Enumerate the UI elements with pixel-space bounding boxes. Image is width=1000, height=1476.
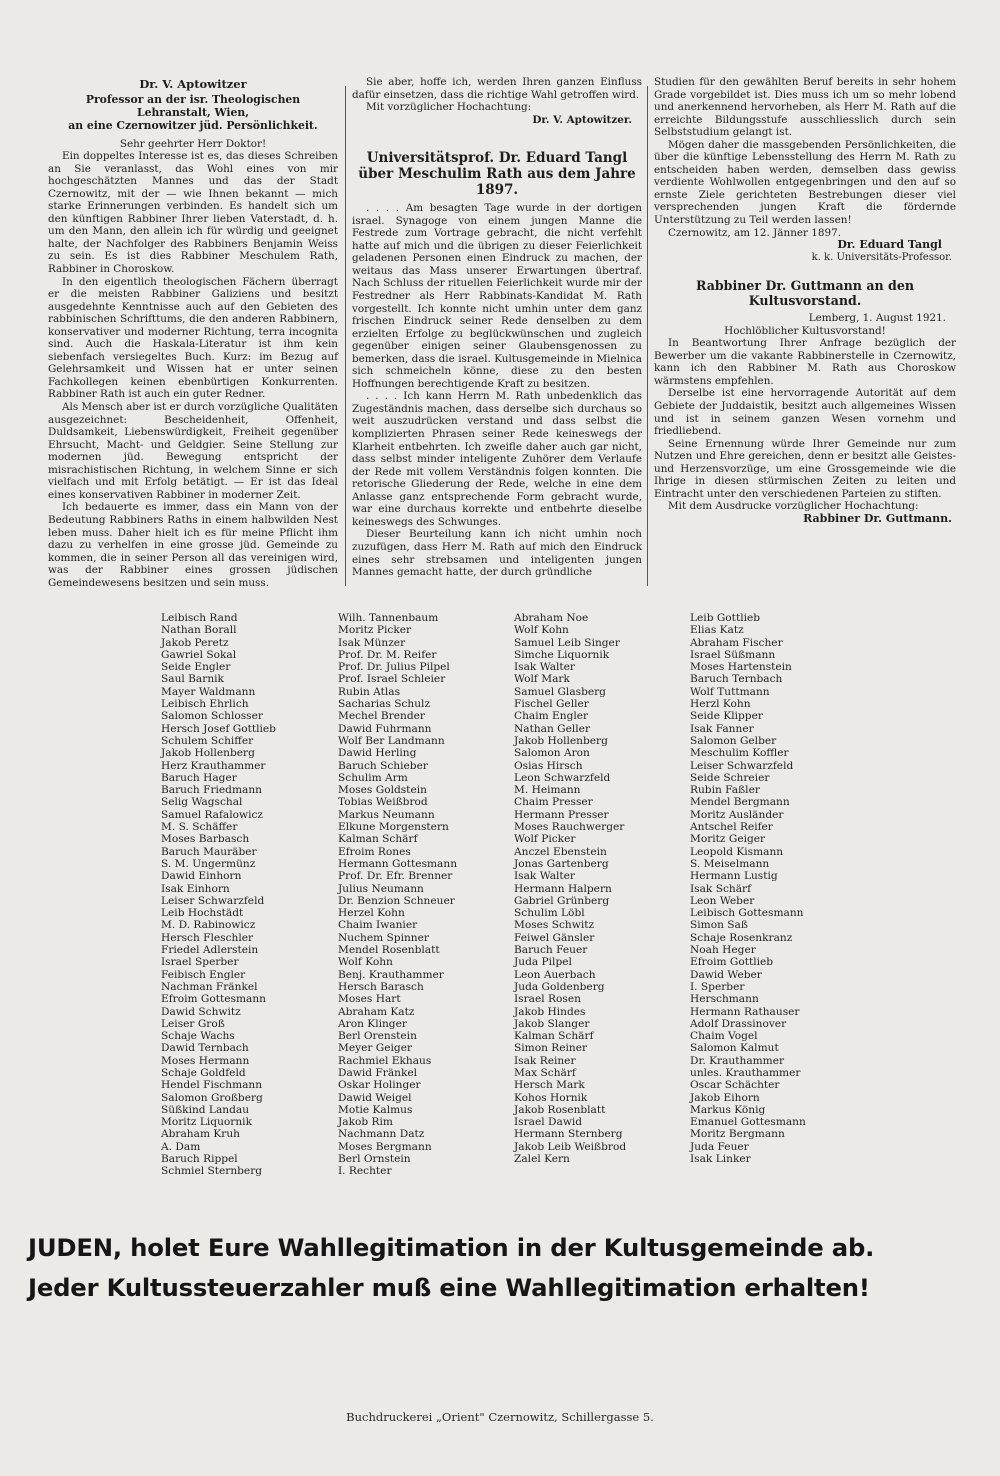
- signatory-name: Wolf Kohn: [338, 956, 393, 969]
- signatory-name: Dawid Fränkel: [338, 1066, 418, 1079]
- column-rule: [345, 86, 346, 586]
- salutation: Sehr geehrter Herr Doktor!: [119, 137, 267, 150]
- paragraph: In Beantwortung Ihrer Anfrage bezüglich der Bewerber um die vakante Rabbinerstelle in Czernowitz, kann ich den Rabbiner M. Rath aus Choroskow wärmstens empfehlen.: [654, 337, 956, 387]
- signatory-name: Dr. Krauthammer: [690, 1054, 785, 1067]
- signatory-name: Rubin Atlas: [338, 685, 401, 698]
- signatory-name: Oskar Holinger: [338, 1079, 421, 1092]
- salutation: Hochlöblicher Kultusvorstand!: [724, 324, 886, 337]
- signatory-name: Israel Dawid: [514, 1116, 583, 1129]
- signatory-name: Hersch Fleschler: [161, 931, 254, 944]
- signatory-name: Noah Heger: [690, 944, 756, 957]
- signature: Dr. V. Aptowitzer.: [532, 113, 632, 126]
- signatory-name: Schaje Wachs: [161, 1030, 235, 1043]
- signatory-name: Wolf Mark: [514, 673, 570, 686]
- signatory-name: Tobias Weißbrod: [338, 796, 428, 809]
- signatory-name: Simche Liquornik: [514, 648, 610, 661]
- signatory-name: Isak Münzer: [338, 636, 406, 649]
- signatory-name: Abraham Kruh: [161, 1128, 240, 1141]
- signatory-name: Max Schärf: [514, 1066, 576, 1079]
- paragraph: . . . . Ich kann Herrn M. Rath unbedenklich das Zugeständnis machen, dass derselbe sich durchaus so weit auszudrücken verstand und dass selbst die komplizierten Phrasen seiner Rede keineswegs der Klarheit entbehrten. Ich zweifle daher auch gar nicht, dass selbst minder inteligente Zuhörer dem Verlaufe der Rede mit vollem Verständnis folgen konnten. Die retorische Gliederung der Rede, welche in eine dem Anlasse ganz entsprechende Form gebracht wurde, war eine durchaus korrekte und entbehrte dieselbe keineswegs des Schwunges.: [352, 390, 642, 528]
- signatory-name: Rachmiel Ekhaus: [338, 1054, 432, 1067]
- signatory-name: Herschmann: [690, 993, 759, 1006]
- signatory-name: Kalman Schärf: [514, 1030, 594, 1043]
- column-guttmann: [654, 76, 956, 526]
- signatory-name: Friedel Adlerstein: [161, 944, 259, 957]
- signatory-name: Seide Klipper: [690, 710, 763, 723]
- signatory-name: Elkune Morgenstern: [338, 821, 449, 834]
- signatory-name: Prof. Dr. Efr. Brenner: [338, 870, 453, 883]
- signatory-name: Wolf Tuttmann: [690, 685, 770, 698]
- signatory-name: Hermann Sternberg: [514, 1128, 623, 1141]
- signatory-name: Zalel Kern: [514, 1153, 570, 1166]
- signatory-name: Baruch Ternbach: [690, 673, 783, 686]
- signatory-name: Herzel Kohn: [338, 907, 405, 920]
- signatory-name: Hersch Josef Gottlieb: [161, 722, 276, 735]
- signatory-name: Hendel Fischmann: [161, 1079, 263, 1092]
- signatory-name: Prof. Dr. Julius Pilpel: [338, 661, 450, 674]
- signatory-name: Leopold Kismann: [690, 845, 784, 858]
- signature-title: k. k. Universitäts-Professor.: [811, 251, 952, 263]
- signatory-name: Schaje Goldfeld: [161, 1066, 246, 1079]
- signatory-name: Jonas Gartenberg: [514, 857, 609, 870]
- paragraph: Ich bedauerte es immer, dass ein Mann von der Bedeutung Rabbiners Raths in einem halbwilden Nest leben muss. Daher hielt ich es für meine Pflicht ihm dazu zu verhelfen in eine grosse jüd. Gemeinde zu kommen, die in seiner Person all das vereinigen wird, was der Rabbiner eines grossen jüdischen Gemeindewesens besitzen und sein muss.: [48, 501, 338, 589]
- signatory-name: Herzl Kohn: [690, 698, 751, 711]
- signatory-name: Hermann Lustig: [690, 870, 778, 883]
- signatory-name: Baruch Hager: [161, 771, 237, 784]
- signatory-name: Dawid Schwitz: [161, 1005, 241, 1018]
- column-rule: [647, 86, 648, 586]
- signatory-name: Chaim Engler: [514, 710, 589, 723]
- signatory-name: Leiser Schwarzfeld: [161, 894, 265, 907]
- signatory-name: Isak Einhorn: [161, 882, 230, 895]
- closing: Mit vorzüglicher Hochachtung:: [366, 101, 532, 114]
- signatories-list: [0, 612, 1000, 1182]
- signatory-name: Süßkind Landau: [161, 1103, 250, 1116]
- signatory-name: Nachmann Datz: [338, 1128, 425, 1141]
- signatory-name: Prof. Dr. M. Reifer: [338, 648, 437, 661]
- paragraph: Derselbe ist eine hervorragende Autorität auf dem Gebiete der Juddaistik, besitzt auch allgemeines Wissen und ist in seinem ganzen Wesen vornehm und friedliebend.: [654, 387, 956, 438]
- signatory-name: Efroim Gottlieb: [690, 956, 774, 969]
- paragraph: Als Mensch aber ist er durch vorzügliche Qualitäten ausgezeichnet: Bescheidenheit, Offenheit, Duldsamkeit, Liebenswürdigkeit, Freiheit gegenüber Ehrsucht, Macht- und Geldgier. Seine Stellung zur modernen jüd. Bewegung entspricht der misrachistischen Richtung, in welchem Sinne er sich vielfach und mit Erfolg betätigt. — Er ist das Ideal eines konservativen Rabbiner in moderner Zeit.: [48, 401, 338, 501]
- signatory-name: Moritz Ausländer: [690, 808, 784, 821]
- signatory-name: Mendel Rosenblatt: [338, 944, 440, 957]
- signatory-name: Jakob Hindes: [514, 1005, 586, 1018]
- signatory-name: Dr. Benzion Schneuer: [338, 894, 455, 907]
- signatory-name: Leon Auerbach: [514, 968, 596, 981]
- signatory-name: Kohos Hornik: [514, 1091, 588, 1104]
- signatory-name: Kalman Schärf: [338, 833, 418, 846]
- signatory-name: Jakob Hollenberg: [161, 747, 255, 760]
- signatory-name: Jakob Eihorn: [690, 1091, 760, 1104]
- signatory-name: Anczel Ebenstein: [514, 845, 607, 858]
- signatory-name: Juda Pilpel: [514, 956, 572, 969]
- signatory-name: Juda Goldenberg: [514, 980, 605, 993]
- signatory-name: I. Rechter: [338, 1165, 392, 1178]
- signatory-name: Dawid Weigel: [338, 1091, 412, 1104]
- signatories-column: [690, 612, 806, 1165]
- signatory-name: Isak Linker: [690, 1153, 751, 1166]
- signatory-name: Leon Weber: [690, 894, 755, 907]
- signatory-name: Jakob Rim: [338, 1116, 393, 1129]
- signatory-name: Hersch Barasch: [338, 980, 424, 993]
- signatory-name: S. M. Ungermünz: [161, 857, 256, 870]
- signatory-name: Moses Hartenstein: [690, 661, 792, 674]
- signatory-name: Israel Süßmann: [690, 648, 776, 661]
- signatory-name: Chaim Iwanier: [338, 919, 418, 932]
- signatory-name: Baruch Mauräber: [161, 845, 257, 858]
- signatory-name: Nachman Fränkel: [161, 980, 258, 993]
- signatory-name: Hermann Presser: [514, 808, 609, 821]
- signatory-name: Leiser Schwarzfeld: [690, 759, 794, 772]
- signatory-name: Juda Feuer: [690, 1140, 749, 1153]
- signatory-name: Abraham Fischer: [690, 636, 783, 649]
- article-heading: Rabbiner Dr. Guttmann an den Kultusvorstand.: [695, 278, 915, 309]
- signatory-name: M. D. Rabinowicz: [161, 919, 256, 932]
- signatory-name: A. Dam: [161, 1140, 201, 1153]
- signatory-name: Emanuel Gottesmann: [690, 1116, 806, 1129]
- signatory-name: Jakob Leib Weißbrod: [514, 1140, 627, 1153]
- signatory-name: Salomon Kalmut: [690, 1042, 779, 1055]
- signatory-name: Saul Barnik: [161, 673, 224, 686]
- signatory-name: Meyer Geiger: [338, 1042, 413, 1055]
- banner-line: Jeder Kultussteuerzahler muß eine Wahllegitimation erhalten!: [28, 1273, 870, 1302]
- signatory-name: Schulim Arm: [338, 771, 408, 784]
- signatory-name: Oscar Schächter: [690, 1079, 780, 1092]
- signatory-name: Markus Neumann: [338, 808, 435, 821]
- signatory-name: Moses Schwitz: [514, 919, 595, 932]
- signature: Rabbiner Dr. Guttmann.: [803, 511, 952, 525]
- signatory-name: Isak Schärf: [690, 882, 752, 895]
- signatory-name: Jakob Rosenblatt: [514, 1103, 606, 1116]
- signatory-name: Dawid Herling: [338, 747, 417, 760]
- signatory-name: Fischel Geller: [514, 698, 589, 711]
- signatory-name: Nuchem Spinner: [338, 931, 429, 944]
- signatory-name: Meschulim Koffler: [690, 747, 789, 760]
- paragraph: Dieser Beurteilung kann ich nicht umhin noch zuzufügen, dass Herr M. Rath auf mich den Eindruck eines sehr strebsamen und inteligenten jungen Mannes gemacht hatte, der durch gründliche: [352, 528, 642, 579]
- signatory-name: Salomon Großberg: [161, 1091, 263, 1104]
- signatory-name: Mendel Bergmann: [690, 796, 790, 809]
- article-columns: [48, 76, 958, 588]
- signatory-name: Hermann Halpern: [514, 882, 612, 895]
- signatory-name: Isak Reiner: [514, 1054, 576, 1067]
- signatory-name: Leibisch Ehrlich: [161, 698, 249, 711]
- signatory-name: Markus König: [690, 1103, 766, 1116]
- signatories-column: [514, 612, 626, 1165]
- signatory-name: Moses Hart: [338, 993, 401, 1006]
- paragraph: Mögen daher die massgebenden Persönlichkeiten, die über die künftige Lebensstellung des Herrn M. Rath zu entscheiden haben werden, demselben dass gewiss verdiente Wohlwollen entgegenbringen und den auf so ernste Ziele gerichteten Bestrebungen dieser viel versprechenden jungen Kraft die fördernde Unterstützung zu Teil werden lassen!: [654, 138, 956, 227]
- signatory-name: Baruch Schieber: [338, 759, 428, 772]
- signatory-name: Moritz Geiger: [690, 833, 766, 846]
- signatory-name: Baruch Feuer: [514, 944, 588, 957]
- signatories-column: [161, 612, 276, 1178]
- signatory-name: Moses Goldstein: [338, 784, 427, 797]
- signatory-name: Seide Schreier: [690, 771, 770, 784]
- signatory-name: Wilh. Tannenbaum: [338, 612, 439, 624]
- signatory-name: Berl Ornstein: [338, 1153, 411, 1166]
- signatory-name: Motie Kalmus: [338, 1103, 413, 1116]
- signatory-name: Hermann Gottesmann: [338, 857, 458, 870]
- signatory-name: Sacharias Schulz: [338, 698, 431, 711]
- signatory-name: Feiwel Gänsler: [514, 931, 595, 944]
- signatory-name: Wolf Kohn: [514, 624, 569, 637]
- signatory-name: Feibisch Engler: [161, 968, 246, 981]
- signatory-name: S. Meiselmann: [690, 857, 770, 870]
- signatory-name: Benj. Krauthammer: [338, 968, 444, 981]
- signatory-name: Mechel Brender: [338, 710, 425, 723]
- signatory-name: Dawid Weber: [690, 968, 762, 981]
- signatory-name: Simon Saß: [690, 919, 748, 932]
- column-tangl: [352, 76, 642, 579]
- signatories-column: [338, 612, 457, 1178]
- paragraph: Seine Ernennung würde Ihrer Gemeinde nur zum Nutzen und Ehre gereichen, denn er besitzt alle Geistes- und Herzensvorzüge, um eine Grossgemeinde wie die Ihrige in diesen stürmischen Zeiten zu leiten und Eintracht unter den verschiedenen Parteien zu stiften.: [654, 437, 956, 500]
- signatory-name: Dawid Einhorn: [161, 870, 242, 883]
- paragraph: In den eigentlich theologischen Fächern überragt er die meisten Rabbiner Galiziens und besitzt ausgedehnte Kenntnisse auch auf den Gebieten des rabbinischen Schrifttums, die den anderen Rabbinern, konservativer und moderner Richtung, terra incognita sind. Auch die Haskala-Literatur ist ihm kein siebenfach versiegeltes Buch. Kurz: im Bezug auf Gelehrsamkeit und Wissen hat er unter seinen Fachkollegen keinen ebenbürtigen Konkurrenten. Rabbiner Rath ist auch ein guter Redner.: [48, 275, 338, 401]
- banner-line: JUDEN, holet Eure Wahllegitimation in der Kultusgemeinde ab.: [28, 1233, 875, 1262]
- signatory-name: Abraham Noe: [514, 612, 589, 624]
- column-aptowitzer: [48, 76, 338, 589]
- signatory-name: Schulem Schiffer: [161, 734, 254, 747]
- signatory-name: Chaim Presser: [514, 796, 593, 809]
- signatory-name: Leibisch Gottesmann: [690, 907, 804, 920]
- signatory-name: Samuel Leib Singer: [514, 636, 620, 649]
- signatory-name: Mayer Waldmann: [161, 685, 256, 698]
- signatory-name: Moses Barbasch: [161, 833, 250, 846]
- signatory-name: Moritz Liquornik: [161, 1116, 252, 1129]
- article-heading: Universitätsprof. Dr. Eduard Tangl über Meschulim Rath aus dem Jahre 1897.: [358, 150, 636, 199]
- signatory-name: Samuel Rafalowicz: [161, 808, 263, 821]
- signatory-name: Moritz Bergmann: [690, 1128, 785, 1141]
- signatory-name: I. Sperber: [690, 980, 745, 993]
- signatory-name: Chaim Vogel: [690, 1030, 758, 1043]
- signatory-name: Rubin Faßler: [690, 784, 760, 797]
- signatory-name: M. Heimann: [514, 784, 581, 797]
- signatory-name: Hermann Rathauser: [690, 1005, 800, 1018]
- printer-imprint: Buchdruckerei „Orient" Czernowitz, Schillergasse 5.: [346, 1410, 654, 1424]
- signatory-name: Berl Orenstein: [338, 1030, 417, 1043]
- signatory-name: Salomon Schlosser: [161, 710, 263, 723]
- signatory-name: Prof. Israel Schleier: [338, 673, 446, 686]
- signatory-name: Efroim Gottesmann: [161, 993, 266, 1006]
- signatory-name: Isak Fanner: [690, 722, 754, 735]
- signatory-name: Simon Reiner: [514, 1042, 588, 1055]
- signatory-name: Salomon Gelber: [690, 734, 777, 747]
- place-date: Czernowitz, am 12. Jänner 1897.: [668, 226, 842, 239]
- signatory-name: Leibisch Rand: [161, 612, 238, 624]
- signatory-name: Efroim Rones: [338, 845, 411, 858]
- signatory-name: Osias Hirsch: [514, 759, 583, 772]
- signatory-name: Elias Katz: [690, 624, 744, 637]
- signatory-name: Salomon Aron: [514, 747, 590, 760]
- signatory-name: Jakob Slanger: [514, 1017, 590, 1030]
- signatory-name: Herz Krauthammer: [161, 759, 266, 772]
- signatory-name: Wolf Ber Landmann: [338, 734, 445, 747]
- signatory-name: Hersch Mark: [514, 1079, 585, 1092]
- signatory-name: Schmiel Sternberg: [161, 1165, 263, 1178]
- signatory-name: Adolf Drassinover: [690, 1017, 787, 1030]
- article-subheading: an eine Czernowitzer jüd. Persönlichkeit.: [68, 118, 318, 132]
- signatory-name: Wolf Picker: [514, 833, 576, 846]
- signatory-name: M. S. Schäffer: [161, 821, 238, 834]
- signatory-name: Baruch Friedmann: [161, 784, 262, 797]
- signatory-name: Gawriel Sokal: [161, 648, 237, 661]
- signatory-name: Moses Bergmann: [338, 1140, 432, 1153]
- article-subheading: Professor an der isr. Theologischen Lehranstalt, Wien,: [85, 92, 301, 119]
- signatory-name: Selig Wagschal: [161, 796, 243, 809]
- signatory-name: unles. Krauthammer: [690, 1066, 801, 1079]
- paragraph: Studien für den gewählten Beruf bereits in sehr hohem Grade vorgebildet ist. Dies muss ich um so mehr lobend und anerkennend hervorheben, als Herr M. Rath auf die erreichte Bildungsstufe ausschliesslich durch sein Selbststudium gelangt ist.: [654, 76, 956, 139]
- signatory-name: Nathan Borall: [161, 624, 237, 637]
- signatory-name: Nathan Geller: [514, 722, 591, 735]
- paragraph: Ein doppeltes Interesse ist es, das dieses Schreiben an Sie veranlasst, das Wohl eines von mir hochgeschätzten Mannes und das der Stadt Czernowitz, mit der — wie Ihnen bekannt — mich starke Erinnerungen verbinden. Es handelt sich um den künftigen Rabbiner Ihrer lieben Vaterstadt, d. h. um den Mann, den allein ich für würdig und geeignet halte, der Nachfolger des Rabbiners Benjamin Weiss zu sein. Es ist dies Rabbiner Meschulem Rath, Rabbiner in Choroskow.: [48, 150, 338, 276]
- signatory-name: Schaje Rosenkranz: [690, 931, 793, 944]
- signatory-name: Moses Rauchwerger: [514, 821, 625, 834]
- signatory-name: Dawid Fuhrmann: [338, 722, 432, 735]
- signatory-name: Samuel Glasberg: [514, 685, 606, 698]
- signatory-name: Leib Gottlieb: [690, 612, 761, 624]
- article-heading: Dr. V. Aptowitzer: [139, 77, 247, 91]
- signatory-name: Baruch Rippel: [161, 1153, 238, 1166]
- signatory-name: Israel Sperber: [161, 956, 239, 969]
- signatory-name: Jakob Peretz: [161, 636, 229, 649]
- signatory-name: Moses Hermann: [161, 1054, 250, 1067]
- signatory-name: Aron Klinger: [338, 1017, 407, 1030]
- paragraph: Sie aber, hoffe ich, werden Ihren ganzen Einfluss dafür einsetzen, dass die richtige Wahl getroffen wird.: [352, 76, 642, 101]
- signature: Dr. Eduard Tangl: [837, 238, 942, 252]
- signatory-name: Isak Walter: [514, 870, 575, 883]
- closing: Mit dem Ausdrucke vorzüglicher Hochachtung:: [668, 500, 919, 513]
- paragraph: . . . . Am besagten Tage wurde in der dortigen israel. Synagoge von einem jungen Manne die Festrede zum Vortrage gebracht, die nicht verfehlt hatte auf mich und die übrigen zu dieser Feierlichkeit geladenen Personen einen Eindruck zu machen, der weitaus das Mass unserer Erwartungen übertraf. Nach Schluss der rituellen Feierlichkeit wurde mir der Festredner als Herr Rabbinats-Kandidat M. Rath vorgestellt. Ich konnte nicht umhin unter dem ganz frischen Eindruck seiner Rede denselben zu dem erzielten Erfolge zu beglückwünschen und zugleich gegenüber einigen seiner Glaubensgenossen zu bemerken, dass die israel. Kultusgemeinde in Mielnica sich schmeicheln könne, diese zu den besten Hoffnungen berechtigende Kraft zu besitzen.: [352, 202, 642, 390]
- signatory-name: Moritz Picker: [338, 624, 412, 637]
- signatory-name: Leon Schwarzfeld: [514, 771, 611, 784]
- signatory-name: Gabriel Grünberg: [514, 894, 610, 907]
- signatory-name: Dawid Ternbach: [161, 1042, 249, 1055]
- signatory-name: Israel Rosen: [514, 993, 581, 1006]
- signatory-name: Seide Engler: [161, 661, 231, 674]
- signatory-name: Schulim Löbl: [514, 907, 585, 920]
- signatory-name: Julius Neumann: [338, 882, 424, 895]
- signatory-name: Leib Hochstädt: [161, 907, 244, 920]
- signatory-name: Leiser Groß: [161, 1017, 225, 1030]
- date: Lemberg, 1. August 1921.: [808, 312, 946, 325]
- signatory-name: Jakob Hollenberg: [514, 734, 608, 747]
- signatory-name: Isak Walter: [514, 661, 575, 674]
- signatory-name: Antschel Reifer: [690, 821, 773, 834]
- signatory-name: Abraham Katz: [338, 1005, 415, 1018]
